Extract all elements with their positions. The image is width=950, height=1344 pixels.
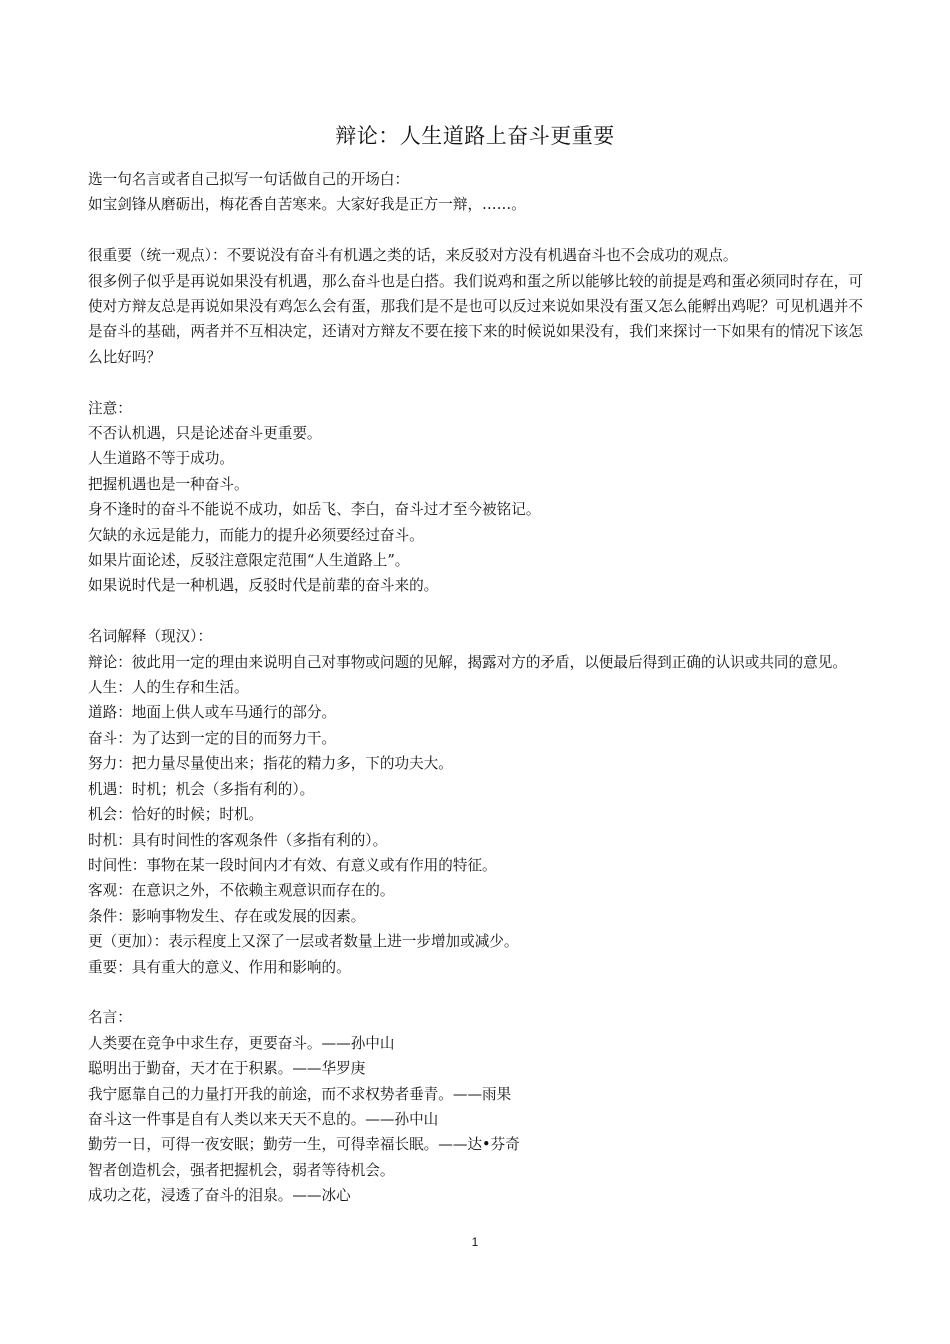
definition-item: 机会：恰好的时候；时机。: [88, 806, 264, 824]
definitions-heading: 名词解释（现汉）：: [88, 628, 213, 646]
quote-item: 我宁愿靠自己的力量打开我的前途，而不求权势者垂青。——雨果: [88, 1085, 512, 1103]
definition-item: 时机：具有时间性的客观条件（多指有利的）。: [88, 831, 388, 849]
definition-item: 客观：在意识之外，不依赖主观意识而存在的。: [88, 882, 395, 900]
quote-item: 成功之花，浸透了奋斗的泪泉。——冰心: [88, 1187, 351, 1205]
opening-prompt: 选一句名言或者自己拟写一句话做自己的开场白：: [88, 171, 410, 188]
definition-item: 时间性：事物在某一段时间内才有效、有意义或有作用的特征。: [88, 856, 497, 874]
opening-line: 如宝剑锋从磨砺出，梅花香自苦寒来。大家好我是正方一辩，……。: [88, 196, 526, 214]
note-item: 身不逢时的奋斗不能说不成功，如岳飞、李白，奋斗过才至今被铭记。: [88, 501, 541, 519]
quote-item: 人类要在竞争中求生存，更要奋斗。——孙中山: [88, 1034, 395, 1052]
note-item: 人生道路不等于成功。: [88, 450, 234, 468]
key-point-body: 很多例子似乎是再说如果没有机遇，那么奋斗也是白搭。我们说鸡和蛋之所以能够比较的前提是鸡和蛋必须同时存在，可使对方辩友总是再说如果没有鸡怎么会有蛋，那我们是不是也可以反过来说如果没有蛋又怎么能孵出鸡呢？可见机遇并不是奋斗的基础，两者并不互相决定，还请对方辩友不要在接下来的时候说如果没有，我们来探讨一下如果有的情况下该怎么比好吗？: [88, 272, 863, 366]
quote-item: 智者创造机会，强者把握机会，弱者等待机会。: [88, 1161, 395, 1179]
definition-item: 更（更加）：表示程度上又深了一层或者数量上进一步增加或减少。: [88, 933, 519, 951]
quote-item: 奋斗这一件事是自有人类以来天天不息的。——孙中山: [88, 1110, 439, 1128]
document-body: [88, 167, 863, 1209]
definition-item: 奋斗：为了达到一定的目的而努力干。: [88, 729, 337, 747]
definition-item: 努力：把力量尽量使出来；指花的精力多，下的功夫大。: [88, 755, 453, 773]
document-title: 辩论：人生道路上奋斗更重要: [335, 124, 615, 148]
notes-heading: 注意：: [88, 399, 132, 417]
definition-item: 重要：具有重大的意义、作用和影响的。: [88, 958, 351, 976]
note-item: 不否认机遇，只是论述奋斗更重要。: [88, 425, 322, 443]
definition-item: 条件：影响事物发生、存在或发展的因素。: [88, 907, 366, 925]
page-number: 1: [471, 1235, 479, 1249]
key-point-heading: 很重要（统一观点）：不要说没有奋斗有机遇之类的话，来反驳对方没有机遇奋斗也不会成功的观点。: [88, 247, 738, 265]
quote-item: 聪明出于勤奋，天才在于积累。——华罗庚: [88, 1060, 366, 1078]
definition-item: 人生：人的生存和生活。: [88, 679, 249, 697]
note-item: 如果片面论述，反驳注意限定范围“人生道路上”。: [88, 552, 410, 570]
definition-item: 辩论：彼此用一定的理由来说明自己对事物或问题的见解，揭露对方的矛盾，以便最后得到正确的认识或共同的意见。: [88, 653, 847, 671]
definition-item: 道路：地面上供人或车马通行的部分。: [88, 704, 337, 722]
quote-item: 勤劳一日，可得一夜安眠；勤劳一生，可得幸福长眠。——达•芬奇: [88, 1136, 520, 1154]
note-item: 如果说时代是一种机遇，反驳时代是前辈的奋斗来的。: [88, 577, 439, 595]
note-item: 欠缺的永远是能力，而能力的提升必须要经过奋斗。: [88, 526, 424, 544]
paragraph-spacer: [88, 218, 863, 243]
paragraph-spacer: [88, 599, 863, 624]
paragraph-spacer: [88, 980, 863, 1005]
definition-item: 机遇：时机；机会（多指有利的）。: [88, 780, 315, 798]
note-item: 把握机遇也是一种奋斗。: [88, 475, 249, 493]
quotes-heading: 名言：: [88, 1009, 132, 1027]
paragraph-spacer: [88, 370, 863, 395]
